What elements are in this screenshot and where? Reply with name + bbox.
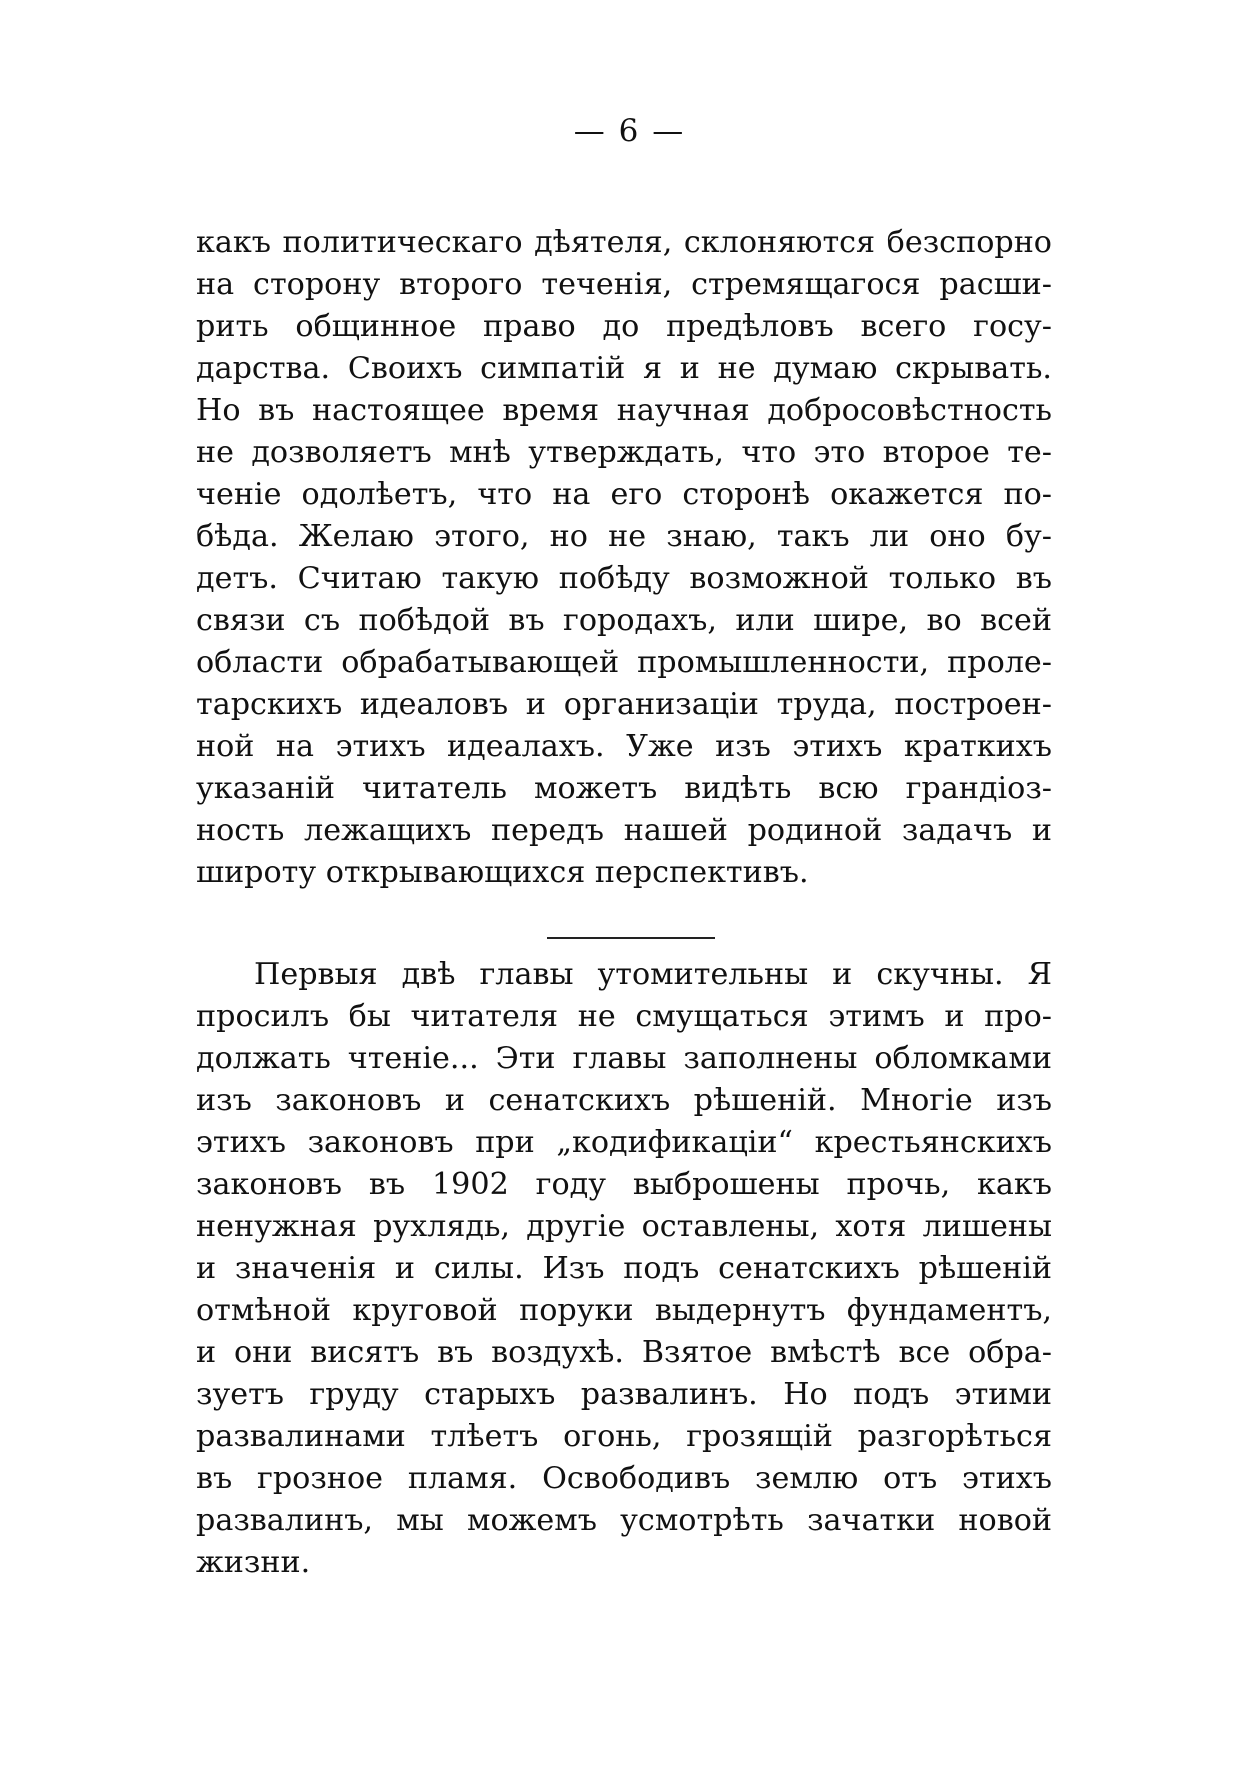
paragraph-1 xyxy=(196,222,1052,894)
text-line: указаній читатель можетъ видѣть всю грандіоз- xyxy=(196,771,1052,806)
text-line: просилъ бы читателя не смущаться этимъ и про- xyxy=(196,999,1052,1034)
text-line: бѣда. Желаю этого, но не знаю, такъ ли оно бу- xyxy=(196,519,1052,554)
text-line: зуетъ груду старыхъ развалинъ. Но подъ этими xyxy=(196,1377,1052,1412)
text-line: законовъ въ 1902 году выброшены прочь, какъ xyxy=(196,1167,1052,1202)
text-line: ченіе одолѣетъ, что на его сторонѣ окажется по- xyxy=(196,477,1052,512)
text-line: жизни. xyxy=(196,1545,311,1580)
text-line: и они висятъ въ воздухѣ. Взятое вмѣстѣ все обра- xyxy=(196,1335,1052,1370)
text-line: развалинъ, мы можемъ усмотрѣть зачатки новой xyxy=(196,1503,1052,1538)
text-line: развалинами тлѣетъ огонь, грозящій разгорѣться xyxy=(196,1419,1052,1454)
text-line: отмѣной круговой поруки выдернутъ фундаментъ, xyxy=(196,1293,1052,1328)
text-line: рить общинное право до предѣловъ всего госу- xyxy=(196,309,1052,344)
text-line: связи съ побѣдой въ городахъ, или шире, во всей xyxy=(196,603,1052,638)
text-line: Но въ настоящее время научная добросовѣстность xyxy=(196,393,1052,428)
paragraph-2 xyxy=(196,954,1052,1584)
text-line: Первыя двѣ главы утомительны и скучны. Я xyxy=(254,957,1052,992)
text-line: какъ политическаго дѣятеля, склоняются безспорно xyxy=(196,225,1052,260)
text-line: широту открывающихся перспективъ. xyxy=(196,855,809,890)
text-line: ной на этихъ идеалахъ. Уже изъ этихъ краткихъ xyxy=(196,729,1052,764)
text-line: детъ. Считаю такую побѣду возможной только въ xyxy=(196,561,1052,596)
text-line: въ грозное пламя. Освободивъ землю отъ этихъ xyxy=(196,1461,1052,1496)
page-number: — 6 — xyxy=(573,113,686,149)
text-line: дарства. Своихъ симпатій я и не думаю скрывать. xyxy=(196,351,1052,386)
text-line: изъ законовъ и сенатскихъ рѣшеній. Многіе изъ xyxy=(196,1083,1052,1118)
text-line: должать чтеніе... Эти главы заполнены обломками xyxy=(196,1041,1052,1076)
text-line: ность лежащихъ передъ нашей родиной задачъ и xyxy=(196,813,1052,848)
section-divider xyxy=(547,937,715,939)
text-line: ненужная рухлядь, другіе оставлены, хотя лишены xyxy=(196,1209,1052,1244)
text-line: не дозволяетъ мнѣ утверждать, что это второе те- xyxy=(196,435,1052,470)
text-line: тарскихъ идеаловъ и организаціи труда, построен- xyxy=(196,687,1052,722)
text-line: области обрабатывающей промышленности, проле- xyxy=(196,645,1052,680)
text-line: и значенія и силы. Изъ подъ сенатскихъ рѣшеній xyxy=(196,1251,1052,1286)
text-line: на сторону второго теченія, стремящагося расши- xyxy=(196,267,1052,302)
text-line: этихъ законовъ при „кодификаціи“ крестьянскихъ xyxy=(196,1125,1052,1160)
